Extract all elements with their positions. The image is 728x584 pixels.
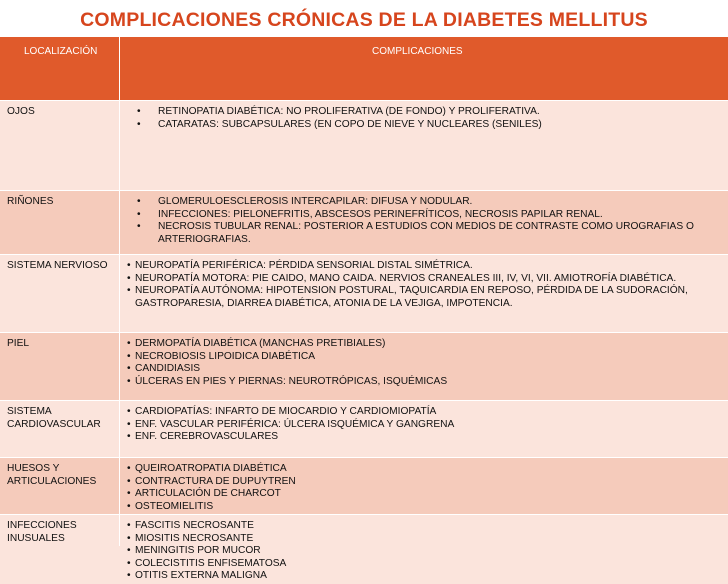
list-item: • FASCITIS NECROSANTE — [123, 520, 714, 533]
row-complications — [123, 406, 714, 444]
table-row-sistema-nervioso — [0, 254, 728, 332]
row-complications — [123, 520, 714, 583]
table-row-rinones — [0, 190, 728, 254]
list-item: • MENINGITIS POR MUCOR — [123, 545, 714, 558]
list-item: • NEUROPATÍA PERIFÉRICA: PÉRDIDA SENSORIAL DISTAL SIMÉTRICA. — [123, 260, 714, 273]
list-item: • MIOSITIS NECROSANTE — [123, 533, 714, 546]
list-item: • NECROSIS TUBULAR RENAL: POSTERIOR A ESTUDIOS CON MEDIOS DE CONTRASTE COMO UROGRAFIAS O ARTERIOGRAFIAS. — [123, 221, 714, 246]
list-item: • NEUROPATÍA MOTORA: PIE CAIDO, MANO CAIDA. NERVIOS CRANEALES III, IV, VI, VII. AMIOTROFÍA DIABÉTICA. — [123, 273, 714, 286]
header-localizacion: LOCALIZACIÓN — [24, 46, 98, 57]
list-item: • ENF. CEREBROVASCULARES — [123, 431, 714, 444]
list-item: • RETINOPATIA DIABÉTICA: NO PROLIFERATIVA (DE FONDO) Y PROLIFERATIVA. — [123, 106, 714, 119]
row-location: INFECCIONES INUSUALES — [7, 520, 77, 544]
list-item: • NEUROPATÍA AUTÓNOMA: HIPOTENSION POSTURAL, TAQUICARDIA EN REPOSO, PÉRDIDA DE LA SUDORACIÓN, GASTROPARESIA, DIARREA DIABÉTICA, ATONIA DE LA VEJIGA, IMPOTENCIA. — [123, 285, 714, 310]
list-item: • QUEIROATROPATIA DIABÉTICA — [123, 463, 714, 476]
table-row-infecciones — [0, 514, 728, 584]
row-complications — [123, 196, 714, 246]
list-item: • COLECISTITIS ENFISEMATOSA — [123, 558, 714, 571]
row-location: PIEL — [7, 338, 30, 349]
row-complications — [123, 260, 714, 310]
list-item: • CONTRACTURA DE DUPUYTREN — [123, 476, 714, 489]
complications-table — [0, 37, 728, 582]
list-item: • ARTICULACIÓN DE CHARCOT — [123, 488, 714, 501]
list-item: • GLOMERULOESCLEROSIS INTERCAPILAR: DIFUSA Y NODULAR. — [123, 196, 714, 209]
list-item: • ENF. VASCULAR PERIFÉRICA: ÚLCERA ISQUÉMICA Y GANGRENA — [123, 419, 714, 432]
row-complications — [123, 463, 714, 513]
table-row-ojos — [0, 100, 728, 190]
row-location: RIÑONES — [7, 196, 54, 207]
row-complications — [123, 106, 714, 131]
list-item: • INFECCIONES: PIELONEFRITIS, ABSCESOS PERINEFRÍTICOS, NECROSIS PAPILAR RENAL. — [123, 209, 714, 222]
header-complicaciones: COMPLICACIONES — [372, 46, 463, 57]
row-location: SISTEMA NERVIOSO — [7, 260, 108, 271]
table-row-piel — [0, 332, 728, 400]
list-item: • NECROBIOSIS LIPOIDICA DIABÉTICA — [123, 351, 714, 364]
page-title: COMPLICACIONES CRÓNICAS DE LA DIABETES MELLITUS — [80, 9, 648, 31]
table-header — [0, 37, 728, 100]
row-location: OJOS — [7, 106, 35, 117]
list-item: • CATARATAS: SUBCAPSULARES (EN COPO DE NIEVE Y NUCLEARES (SENILES) — [123, 119, 714, 132]
list-item: • OSTEOMIELITIS — [123, 501, 714, 514]
list-item: • CARDIOPATÍAS: INFARTO DE MIOCARDIO Y CARDIOMIOPATÍA — [123, 406, 714, 419]
table-row-huesos — [0, 457, 728, 514]
row-location: HUESOS Y ARTICULACIONES — [7, 463, 97, 487]
list-item: • OTITIS EXTERNA MALIGNA — [123, 570, 714, 583]
list-item: • DERMOPATÍA DIABÉTICA (MANCHAS PRETIBIALES) — [123, 338, 714, 351]
row-complications — [123, 338, 714, 388]
row-location: SISTEMA CARDIOVASCULAR — [7, 406, 101, 430]
table-row-sistema-cardiovascular — [0, 400, 728, 457]
list-item: • ÚLCERAS EN PIES Y PIERNAS: NEUROTRÓPICAS, ISQUÉMICAS — [123, 376, 714, 389]
column-divider — [119, 37, 120, 546]
list-item: • CANDIDIASIS — [123, 363, 714, 376]
